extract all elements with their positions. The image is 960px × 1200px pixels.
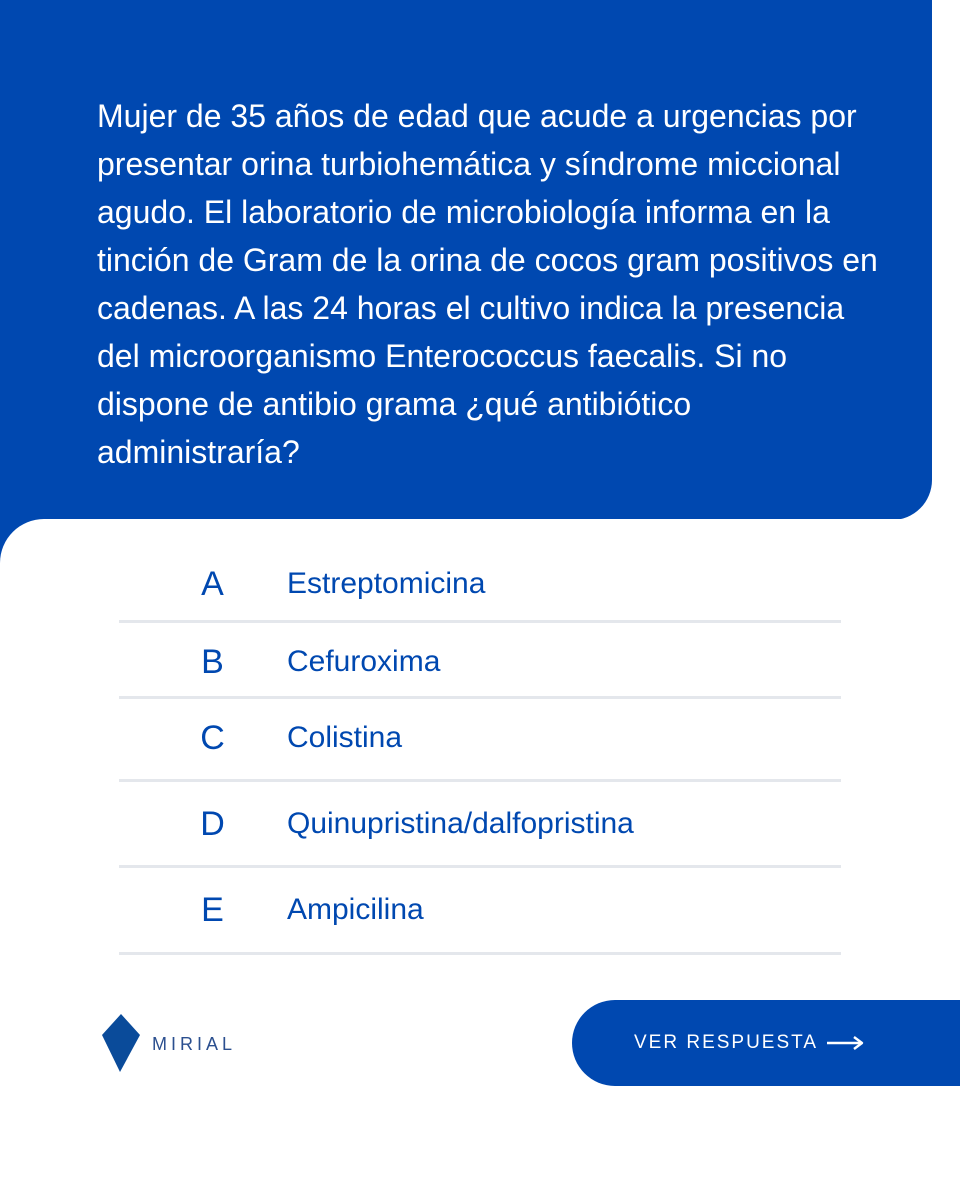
question-panel	[0, 0, 932, 520]
option-letter: D	[200, 805, 225, 843]
answer-option-d[interactable]	[119, 782, 841, 868]
option-label: Ampicilina	[287, 893, 424, 926]
option-label: Cefuroxima	[287, 645, 441, 678]
option-letter: C	[200, 719, 225, 757]
arrow-right-icon	[827, 1033, 865, 1053]
option-label: Quinupristina/dalfopristina	[287, 807, 634, 840]
option-letter: E	[201, 891, 224, 929]
show-answer-button[interactable]	[572, 1000, 960, 1086]
show-answer-label: VER RESPUESTA	[634, 1032, 819, 1053]
option-label: Estreptomicina	[287, 567, 486, 600]
question-text: Mujer de 35 años de edad que acude a urgencias por presentar orina turbiohemática y síndrome miccional agudo. El laboratorio de microbiología informa en la tinción de Gram de la orina de cocos gram positivos en cadenas. A las 24 horas el cultivo indica la presencia del microorganismo Enterococcus faecalis. Si no dispone de antibio grama ¿qué antibiótico administraría?	[97, 98, 878, 470]
brand-name: MIRIAL	[152, 1034, 237, 1054]
option-label: Colistina	[287, 721, 403, 754]
answer-options-list	[119, 545, 841, 955]
diamond-logo-icon	[101, 1013, 141, 1073]
answer-option-e[interactable]	[119, 868, 841, 955]
option-letter: A	[201, 565, 224, 603]
answer-option-b[interactable]	[119, 623, 841, 699]
option-letter: B	[201, 643, 224, 681]
brand-logo	[101, 1013, 261, 1073]
answer-option-a[interactable]	[119, 545, 841, 623]
answer-option-c[interactable]	[119, 699, 841, 782]
